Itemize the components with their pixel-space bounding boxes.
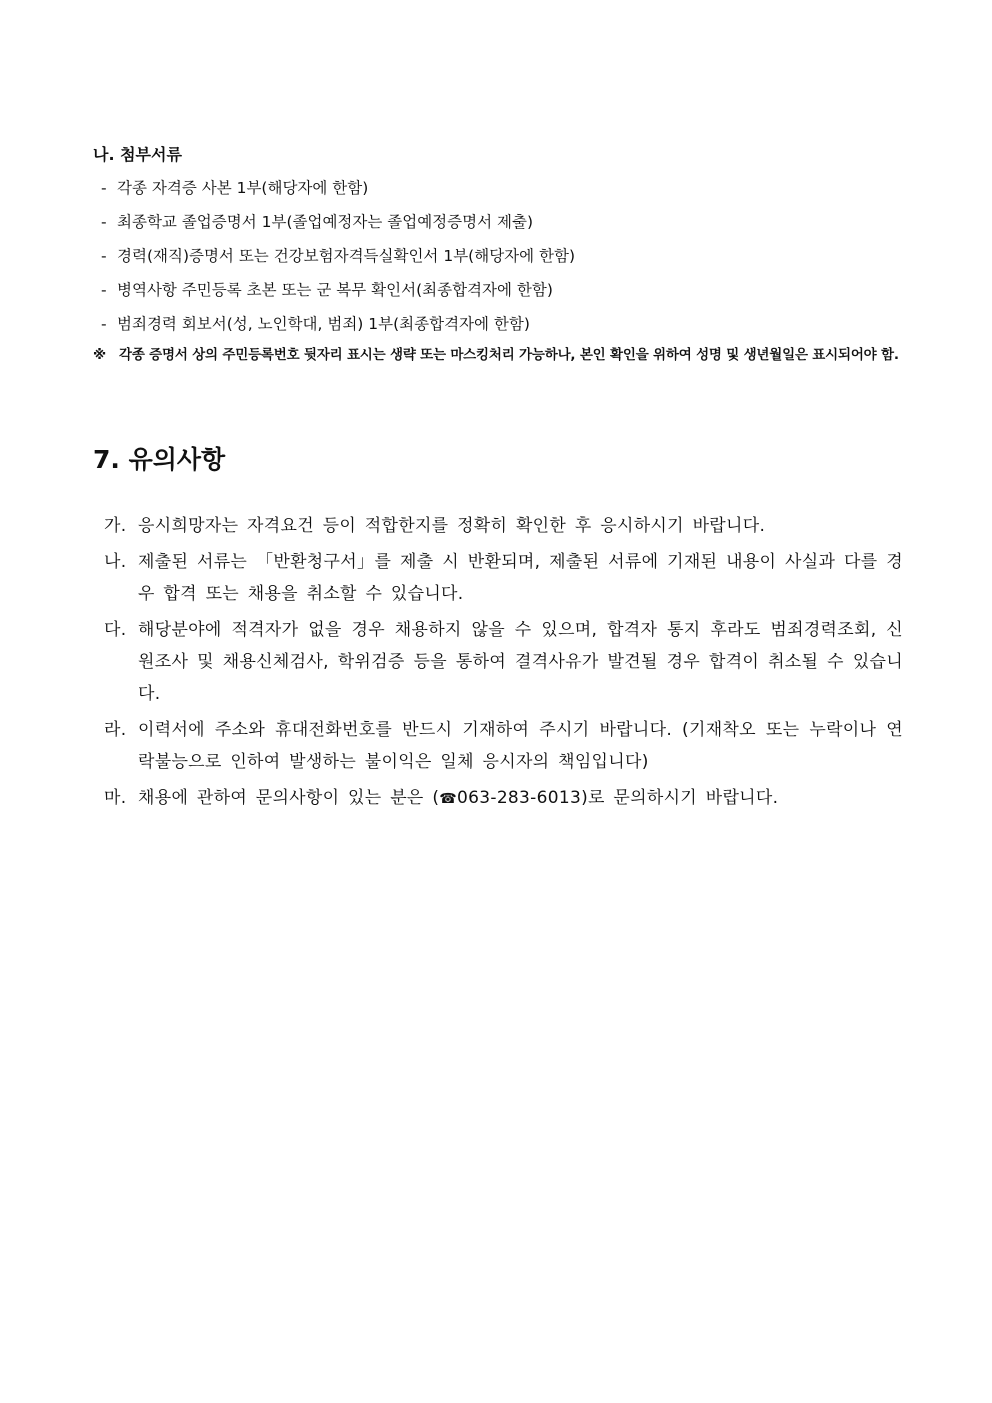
item-marker: 마. [104,788,127,808]
attachment-text: 범죄경력 회보서(성, 노인학대, 범죄) 1부(최종합격자에 한함) [117,315,530,333]
item-marker: 가. [104,516,127,536]
attachments-list [93,175,903,345]
notice-text: 제출된 서류는 「반환청구서」를 제출 시 반환되며, 제출된 서류에 기재된 내용이 사실과 다를 경우 합격 또는 채용을 취소할 수 있습니다. [138,552,903,604]
section-title: 7. 유의사항 [93,445,226,474]
notice-text-after: )로 문의하시기 바랍니다. [581,788,779,808]
dash-marker: - [101,179,107,197]
dash-marker: - [101,213,107,231]
item-marker: 라. [104,720,127,740]
list-item [93,546,903,610]
list-item [93,209,903,243]
list-item [93,614,903,710]
attachments-heading: 나. 첨부서류 [93,145,182,164]
list-item [93,714,903,778]
notices-section [93,440,903,819]
list-item [93,782,903,815]
attachments-section [93,143,903,369]
attachment-text: 최종학교 졸업증명서 1부(졸업예정자는 졸업예정증명서 제출) [117,213,533,231]
list-item [93,277,903,311]
note-text: 각종 증명서 상의 주민등록번호 뒷자리 표시는 생략 또는 마스킹처리 가능하나, 본인 확인을 위하여 성명 및 생년월일은 표시되어야 함. [119,347,899,363]
list-item [93,243,903,277]
attachment-text: 경력(재직)증명서 또는 건강보험자격득실확인서 1부(해당자에 한함) [117,247,576,265]
notice-text: 이력서에 주소와 휴대전화번호를 반드시 기재하여 주시기 바랍니다. (기재착오 또는 누락이나 연락불능으로 인하여 발생하는 불이익은 일체 응시자의 책임입니다) [138,720,903,772]
attachments-note [93,341,903,369]
notice-text: 해당분야에 적격자가 없을 경우 채용하지 않을 수 있으며, 합격자 통지 후라도 범죄경력조회, 신원조사 및 채용신체검사, 학위검증 등을 통하여 결격사유가 발견될 경우 합격이 취소될 수 있습니다. [138,620,903,704]
dash-marker: - [101,315,107,333]
list-item [93,311,903,345]
notice-text-before: 채용에 관하여 문의사항이 있는 분은 ( [138,788,440,808]
attachment-text: 병역사항 주민등록 초본 또는 군 복무 확인서(최종합격자에 한함) [117,281,553,299]
dash-marker: - [101,247,107,265]
note-mark: ※ [93,347,106,363]
notices-list [93,510,903,815]
list-item [93,510,903,542]
dash-marker: - [101,281,107,299]
phone-number: 063-283-6013 [457,788,582,808]
notice-text: 응시희망자는 자격요건 등이 적합한지를 정확히 확인한 후 응시하시기 바랍니다. [138,516,766,536]
list-item [93,175,903,209]
phone-icon: ☎ [439,791,458,807]
attachment-text: 각종 자격증 사본 1부(해당자에 한함) [117,179,369,197]
item-marker: 나. [104,552,127,572]
item-marker: 다. [104,620,127,640]
